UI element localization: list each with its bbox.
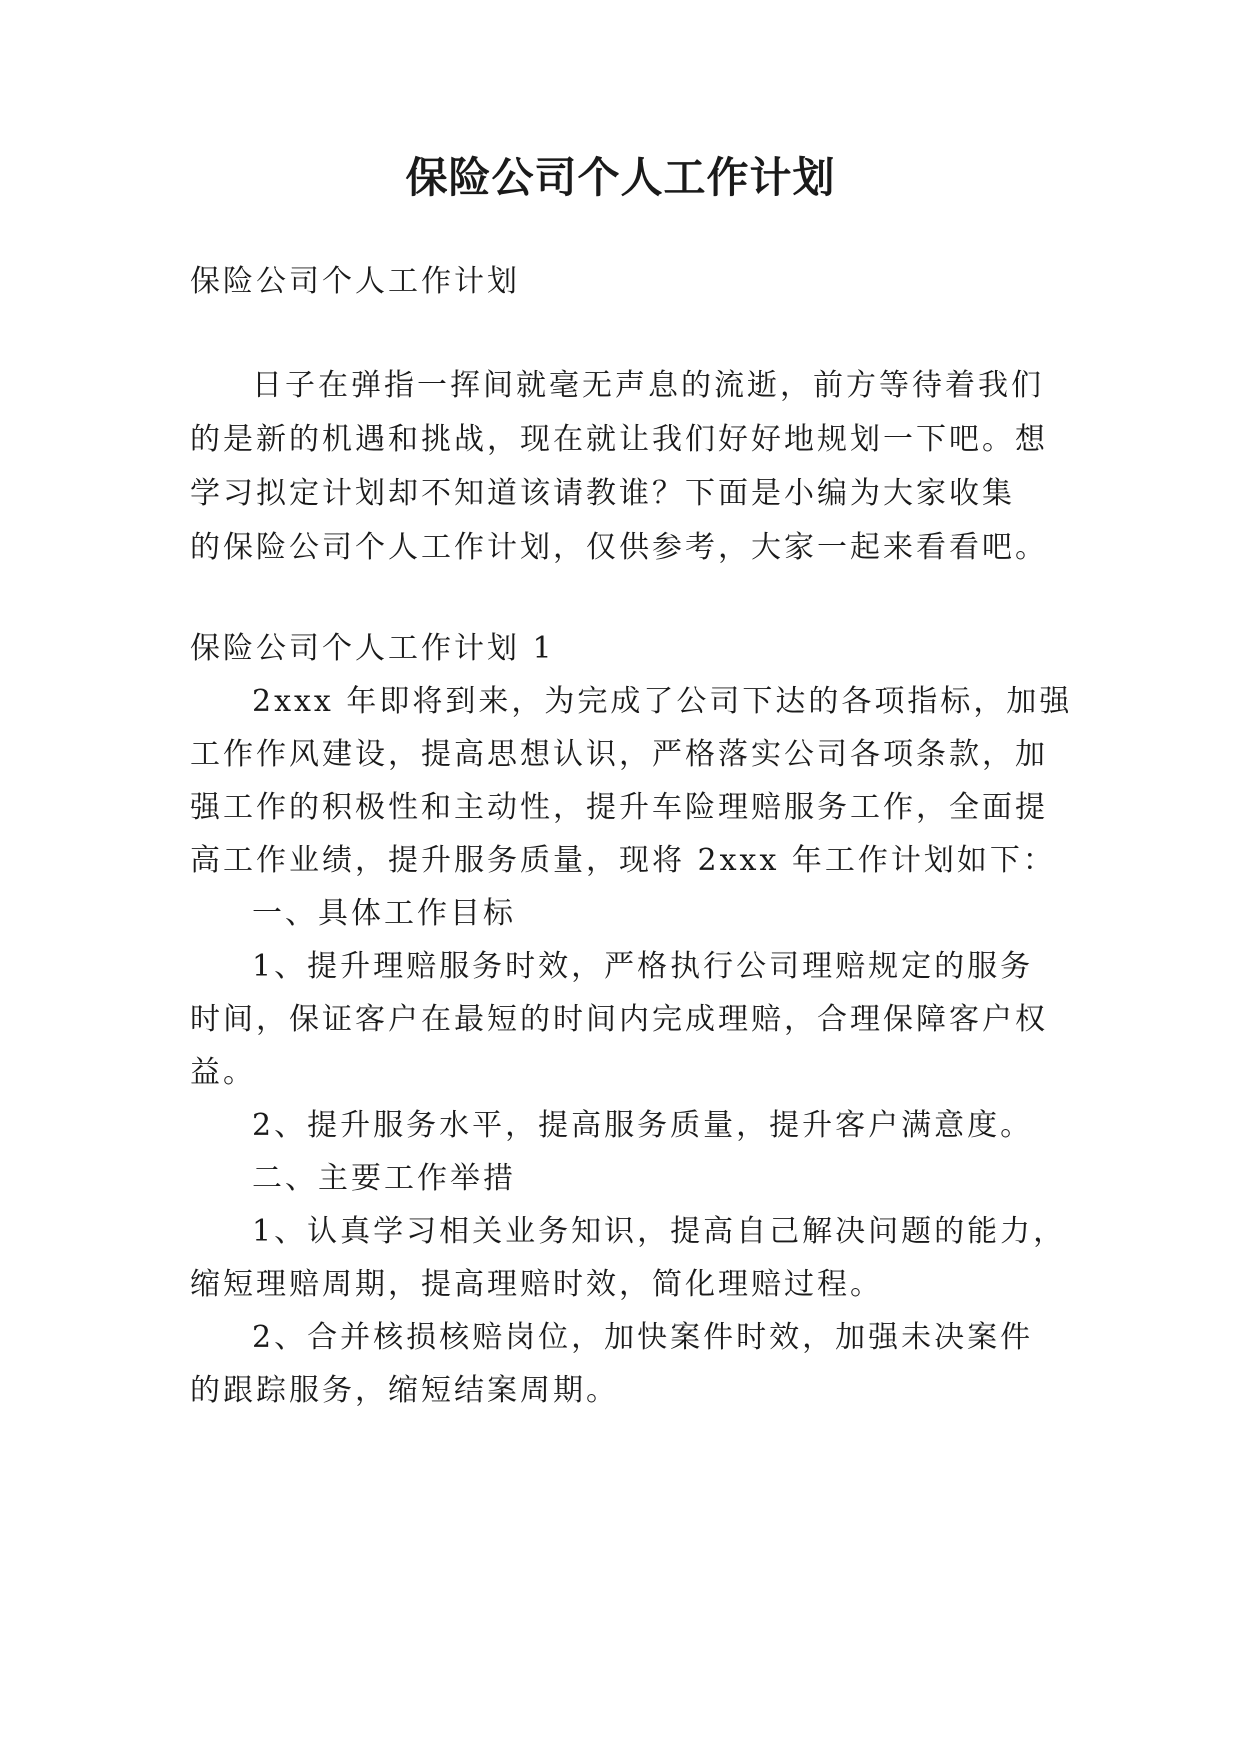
body-line: 2、提升服务水平，提高服务质量，提升客户满意度。 bbox=[252, 1108, 1034, 1143]
body-line: 的跟踪服务，缩短结案周期。 bbox=[190, 1373, 619, 1408]
body-line: 1、认真学习相关业务知识，提高自己解决问题的能力， bbox=[252, 1214, 1067, 1249]
body-line: 益。 bbox=[190, 1055, 256, 1090]
intro-line: 日子在弹指一挥间就毫无声息的流逝，前方等待着我们 bbox=[252, 368, 1044, 403]
intro-line: 学习拟定计划却不知道该请教谁？下面是小编为大家收集 bbox=[190, 476, 1015, 511]
body-line: 一、具体工作目标 bbox=[252, 896, 516, 931]
body-line: 2xxx 年即将到来，为完成了公司下达的各项指标，加强 bbox=[252, 684, 1073, 719]
document-title: 保险公司个人工作计划 bbox=[405, 153, 836, 202]
body-line: 1、提升理赔服务时效，严格执行公司理赔规定的服务 bbox=[252, 949, 1034, 984]
intro-line: 的是新的机遇和挑战，现在就让我们好好地规划一下吧。想 bbox=[190, 422, 1048, 457]
body-line: 强工作的积极性和主动性，提升车险理赔服务工作，全面提 bbox=[190, 790, 1048, 825]
body-line: 缩短理赔周期，提高理赔时效，简化理赔过程。 bbox=[190, 1267, 883, 1302]
body-line: 时间，保证客户在最短的时间内完成理赔，合理保障客户权 bbox=[190, 1002, 1048, 1037]
body-line: 二、主要工作举措 bbox=[252, 1161, 516, 1196]
document-subtitle: 保险公司个人工作计划 bbox=[190, 264, 520, 299]
body-line: 工作作风建设，提高思想认识，严格落实公司各项条款，加 bbox=[190, 737, 1048, 772]
section-heading: 保险公司个人工作计划 1 bbox=[190, 631, 555, 666]
body-line: 2、合并核损核赔岗位，加快案件时效，加强未决案件 bbox=[252, 1320, 1034, 1355]
intro-line: 的保险公司个人工作计划，仅供参考，大家一起来看看吧。 bbox=[190, 530, 1048, 565]
document-body bbox=[190, 0, 1073, 1754]
body-line: 高工作业绩，提升服务质量，现将 2xxx 年工作计划如下： bbox=[190, 843, 1056, 878]
